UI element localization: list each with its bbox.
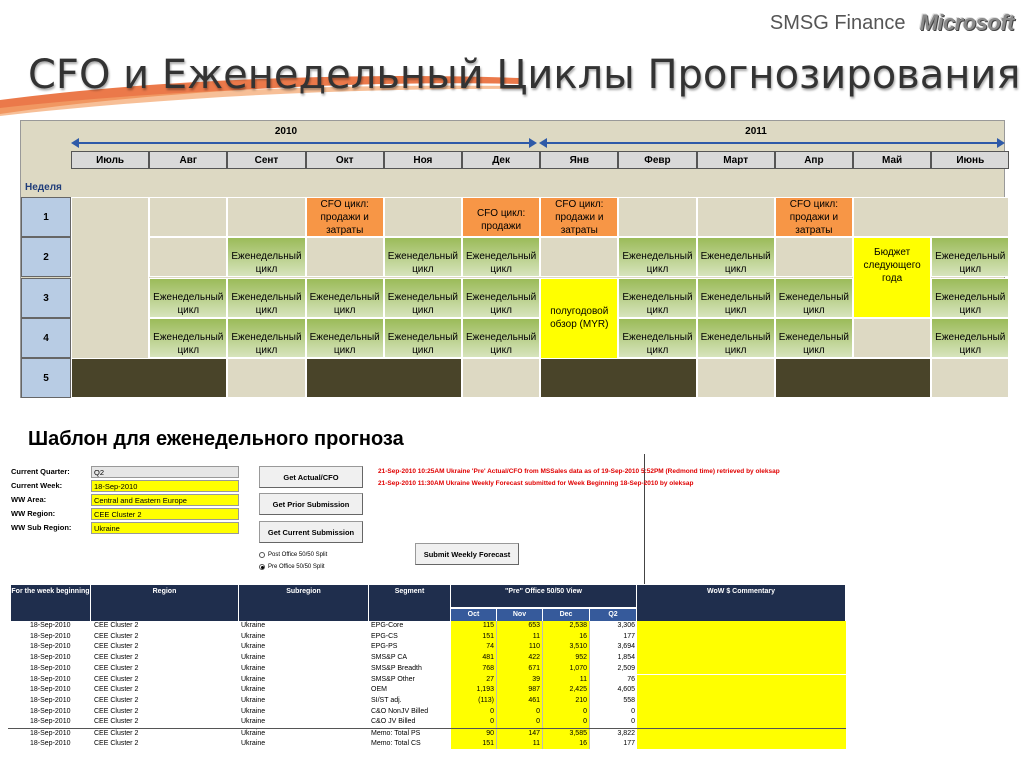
slide-title: CFO и Еженедельный Циклы Прогнозирования (28, 52, 1021, 98)
oct-value[interactable]: 74 (451, 642, 497, 653)
week-cell: 18-Sep-2010 (30, 675, 71, 683)
empty-cell (697, 197, 775, 237)
oct-value[interactable]: 481 (451, 653, 497, 664)
blocked-cell (775, 358, 931, 398)
segment-cell: C&O NonJV Billed (371, 707, 429, 715)
empty-cell (227, 358, 305, 398)
brand-text: SMSG Finance (769, 11, 906, 34)
q2-value: 4,605 (617, 686, 635, 694)
col-subheader-month: Oct (451, 609, 497, 621)
commentary-cell[interactable] (637, 707, 846, 718)
col-header-subregion: Subregion (239, 585, 369, 621)
subregion-cell: Ukraine (241, 654, 266, 662)
week-header-label: Неделя (25, 181, 62, 193)
month-header: Февр (618, 151, 696, 169)
q2-value: 3,822 (617, 730, 635, 737)
empty-cell (853, 318, 931, 358)
q2-value: 1,854 (617, 654, 635, 662)
year-2011: 2011 (745, 125, 767, 137)
week-cell: 18-Sep-2010 (30, 707, 71, 715)
col-header-week: For the week beginning (11, 585, 91, 621)
subregion-cell: Ukraine (241, 696, 266, 704)
col-subheader-month: Q2 (590, 609, 637, 621)
q2-value: 76 (627, 675, 635, 683)
pre-office-split-radio[interactable] (259, 564, 325, 570)
empty-cell (853, 197, 1009, 237)
week-number: 2 (21, 237, 71, 277)
empty-cell (384, 197, 462, 237)
subregion-cell: Ukraine (241, 686, 266, 694)
weekly-cycle-cell: Еженедельный цикл (306, 278, 384, 318)
subregion-cell: Ukraine (241, 730, 266, 737)
ww-area-field[interactable]: Central and Eastern Europe (91, 494, 239, 506)
template-subtitle: Шаблон для еженедельного прогноза (28, 428, 404, 450)
dec-value[interactable]: 0 (543, 707, 590, 718)
budget-next-year-cell: Бюджет следующего года (853, 237, 931, 318)
week-cell: 18-Sep-2010 (30, 632, 71, 640)
month-header: Сент (227, 151, 305, 169)
region-cell: CEE Cluster 2 (94, 643, 139, 651)
col-header-region: Region (91, 585, 239, 621)
weekly-cycle-cell: Еженедельный цикл (697, 237, 775, 277)
week-number: 5 (21, 358, 71, 398)
segment-cell: EPG-Core (371, 622, 404, 629)
ww-sub-region-label: WW Sub Region: (11, 523, 72, 532)
empty-cell (931, 358, 1009, 398)
nov-value[interactable]: 0 (497, 707, 543, 718)
table-row (8, 653, 846, 664)
weekly-cycle-cell: Еженедельный цикл (697, 318, 775, 358)
week-cell: 18-Sep-2010 (30, 718, 71, 726)
empty-cell (775, 237, 853, 277)
empty-cell (71, 197, 149, 359)
q2-value: 3,306 (617, 622, 635, 629)
subregion-cell: Ukraine (241, 664, 266, 672)
dec-value[interactable]: 3,585 (543, 729, 590, 740)
weekly-cycle-cell: Еженедельный цикл (227, 318, 305, 358)
week-cell: 18-Sep-2010 (30, 664, 71, 672)
oct-value[interactable]: 27 (451, 675, 497, 686)
nov-value[interactable]: 422 (497, 653, 543, 664)
q2-value: 177 (623, 739, 635, 747)
week-cell: 18-Sep-2010 (30, 696, 71, 704)
q2-value: 2,509 (617, 664, 635, 672)
midyear-review-cell: полугодовой обзор (MYR) (540, 278, 618, 359)
weekly-cycle-cell: Еженедельный цикл (149, 278, 227, 318)
weekly-forecast-template (8, 454, 848, 768)
segment-cell: SMS&P CA (371, 654, 408, 662)
weekly-cycle-cell: Еженедельный цикл (931, 318, 1009, 358)
week-cell: 18-Sep-2010 (30, 739, 71, 747)
weekly-cycle-cell: Еженедельный цикл (384, 318, 462, 358)
commentary-cell[interactable] (637, 642, 846, 653)
oct-value[interactable]: 151 (451, 632, 497, 643)
month-header: Окт (306, 151, 384, 169)
year-2010: 2010 (274, 125, 298, 137)
oct-value[interactable]: 0 (451, 707, 497, 718)
commentary-cell[interactable] (637, 621, 846, 632)
table-row (8, 675, 846, 686)
commentary-cell[interactable] (637, 632, 846, 643)
get-prior-submission-button[interactable]: Get Prior Submission (259, 493, 363, 515)
table-row (8, 685, 846, 696)
weekly-cycle-cell: Еженедельный цикл (618, 237, 696, 277)
cfo-cycle-cell: CFO цикл: продажи (462, 197, 540, 237)
forecast-cycle-schedule (20, 120, 1005, 398)
microsoft-logo: Microsoft (919, 10, 1014, 35)
ww-sub-region-field[interactable]: Ukraine (91, 522, 239, 534)
weekly-cycle-cell: Еженедельный цикл (931, 278, 1009, 318)
month-header: Июль (71, 151, 149, 169)
segment-cell: OEM (371, 686, 387, 694)
table-row (8, 696, 846, 707)
header-brand (770, 10, 1014, 36)
table-row (8, 717, 846, 728)
segment-cell: SI/ST adj. (371, 696, 402, 704)
current-week-label: Current Week: (11, 481, 63, 490)
post-office-split-radio[interactable] (259, 552, 327, 558)
empty-cell (618, 197, 696, 237)
nov-value[interactable]: 110 (497, 642, 543, 653)
col-header-commentary: WoW $ Commentary (637, 585, 846, 621)
dec-value[interactable]: 210 (543, 696, 590, 707)
nov-value[interactable]: 653 (497, 621, 543, 632)
region-cell: CEE Cluster 2 (94, 622, 139, 629)
nov-value[interactable]: 147 (497, 729, 543, 740)
dec-value[interactable]: 16 (543, 739, 590, 750)
nov-value[interactable]: 11 (497, 739, 543, 750)
commentary-cell[interactable] (637, 675, 846, 686)
get-actual-cfo-button[interactable]: Get Actual/CFO (259, 466, 363, 488)
oct-value[interactable]: (113) (451, 696, 497, 707)
col-header-view: "Pre" Office 50/50 View (451, 585, 637, 607)
weekly-cycle-cell: Еженедельный цикл (931, 237, 1009, 277)
get-current-submission-button[interactable]: Get Current Submission (259, 521, 363, 543)
blocked-cell (540, 358, 696, 398)
segment-cell: SMS&P Breadth (371, 664, 422, 672)
weekly-cycle-cell: Еженедельный цикл (384, 237, 462, 277)
weekly-cycle-cell: Еженедельный цикл (462, 318, 540, 358)
nov-value[interactable]: 461 (497, 696, 543, 707)
month-header: Май (853, 151, 931, 169)
week-cell: 18-Sep-2010 (30, 643, 71, 651)
month-header: Апр (775, 151, 853, 169)
current-quarter-label: Current Quarter: (11, 467, 70, 476)
blocked-cell (306, 358, 462, 398)
oct-value[interactable]: 151 (451, 739, 497, 750)
cfo-cycle-cell: CFO цикл: продажи и затраты (775, 197, 853, 237)
nov-value[interactable]: 987 (497, 685, 543, 696)
subregion-cell: Ukraine (241, 718, 266, 726)
segment-cell: Memo: Total CS (371, 739, 421, 747)
radio-label: Post Office 50/50 Split (268, 552, 328, 558)
region-cell: CEE Cluster 2 (94, 718, 139, 726)
empty-cell (540, 237, 618, 277)
q2-value: 177 (623, 632, 635, 640)
month-header: Ноя (384, 151, 462, 169)
commentary-cell[interactable] (637, 739, 846, 750)
ww-region-field[interactable]: CEE Cluster 2 (91, 508, 239, 520)
week-number: 1 (21, 197, 71, 237)
q2-value: 3,694 (617, 643, 635, 651)
weekly-cycle-cell: Еженедельный цикл (227, 237, 305, 277)
month-header: Март (697, 151, 775, 169)
col-subheader-month: Dec (543, 609, 590, 621)
subregion-cell: Ukraine (241, 675, 266, 683)
subregion-cell: Ukraine (241, 739, 266, 747)
q2-value: 558 (623, 696, 635, 704)
segment-cell: EPG-CS (371, 632, 398, 640)
weekly-cycle-cell: Еженедельный цикл (384, 278, 462, 318)
month-header: Дек (462, 151, 540, 169)
radio-button-icon (259, 564, 265, 570)
region-cell: CEE Cluster 2 (94, 675, 139, 683)
weekly-cycle-cell: Еженедельный цикл (462, 237, 540, 277)
oct-value[interactable]: 90 (451, 729, 497, 740)
weekly-cycle-cell: Еженедельный цикл (697, 278, 775, 318)
blocked-cell (71, 358, 227, 398)
cfo-cycle-cell: CFO цикл: продажи и затраты (540, 197, 618, 237)
segment-cell: Memo: Total PS (371, 730, 421, 737)
segment-cell: EPG-PS (371, 643, 398, 651)
nov-value[interactable]: 671 (497, 664, 543, 675)
weekly-cycle-cell: Еженедельный цикл (227, 278, 305, 318)
ww-area-label: WW Area: (11, 495, 47, 504)
col-header-segment: Segment (369, 585, 451, 621)
status-message: 21-Sep-2010 11:30AM Ukraine Weekly Forecast submitted for Week Beginning 18-Sep-2010 by oleksap (378, 480, 694, 487)
region-cell: CEE Cluster 2 (94, 707, 139, 715)
weekly-cycle-cell: Еженедельный цикл (462, 278, 540, 318)
dec-value[interactable]: 0 (543, 717, 590, 728)
empty-cell (149, 237, 227, 277)
dec-value[interactable]: 952 (543, 653, 590, 664)
nov-value[interactable]: 39 (497, 675, 543, 686)
region-cell: CEE Cluster 2 (94, 654, 139, 662)
week-cell: 18-Sep-2010 (30, 730, 71, 737)
week-number: 3 (21, 278, 71, 318)
weekly-cycle-cell: Еженедельный цикл (618, 318, 696, 358)
empty-cell (306, 237, 384, 277)
empty-cell (227, 197, 305, 237)
dec-value[interactable]: 16 (543, 632, 590, 643)
week-cell: 18-Sep-2010 (30, 654, 71, 662)
month-header: Июнь (931, 151, 1009, 169)
weekly-cycle-cell: Еженедельный цикл (775, 318, 853, 358)
week-number: 4 (21, 318, 71, 358)
cfo-cycle-cell: CFO цикл: продажи и затраты (306, 197, 384, 237)
empty-cell (149, 197, 227, 237)
table-row (8, 642, 846, 653)
current-week-field[interactable]: 18-Sep-2010 (91, 480, 239, 492)
subregion-cell: Ukraine (241, 643, 266, 651)
commentary-cell[interactable] (637, 696, 846, 707)
region-cell: CEE Cluster 2 (94, 730, 139, 737)
dec-value[interactable]: 3,510 (543, 642, 590, 653)
segment-cell: C&O JV Billed (371, 718, 416, 726)
week-cell: 18-Sep-2010 (30, 622, 71, 629)
dec-value[interactable]: 1,070 (543, 664, 590, 675)
dec-value[interactable]: 11 (543, 675, 590, 686)
subregion-cell: Ukraine (241, 707, 266, 715)
q2-value: 0 (631, 718, 635, 726)
region-cell: CEE Cluster 2 (94, 739, 139, 747)
q2-value: 0 (631, 707, 635, 715)
week-cell: 18-Sep-2010 (30, 686, 71, 694)
commentary-cell[interactable] (637, 717, 846, 728)
empty-cell (697, 358, 775, 398)
oct-value[interactable]: 115 (451, 621, 497, 632)
radio-label: Pre Office 50/50 Split (268, 564, 325, 570)
dec-value[interactable]: 2,538 (543, 621, 590, 632)
dec-value[interactable]: 2,425 (543, 685, 590, 696)
status-message: 21-Sep-2010 10:25AM Ukraine 'Pre' Actual/CFO from MSSales data as of 19-Sep-2010 5:52PM (Redmond time) retrieved by oleksap (378, 468, 780, 475)
current-quarter-field[interactable]: Q2 (91, 466, 239, 478)
commentary-cell[interactable] (637, 685, 846, 696)
table-row (8, 707, 846, 718)
commentary-cell[interactable] (637, 664, 846, 675)
weekly-cycle-cell: Еженедельный цикл (149, 318, 227, 358)
region-cell: CEE Cluster 2 (94, 686, 139, 694)
weekly-cycle-cell: Еженедельный цикл (618, 278, 696, 318)
subregion-cell: Ukraine (241, 622, 266, 629)
month-header: Янв (540, 151, 618, 169)
col-subheader-month: Nov (497, 609, 543, 621)
table-row (8, 621, 846, 632)
month-header: Авг (149, 151, 227, 169)
ww-region-label: WW Region: (11, 509, 56, 518)
empty-cell (462, 358, 540, 398)
nov-value[interactable]: 11 (497, 632, 543, 643)
submit-weekly-forecast-button[interactable]: Submit Weekly Forecast (415, 543, 519, 565)
table-row (8, 632, 846, 643)
nov-value[interactable]: 0 (497, 717, 543, 728)
oct-value[interactable]: 1,193 (451, 685, 497, 696)
region-cell: CEE Cluster 2 (94, 664, 139, 672)
region-cell: CEE Cluster 2 (94, 696, 139, 704)
weekly-cycle-cell: Еженедельный цикл (775, 278, 853, 318)
weekly-cycle-cell: Еженедельный цикл (306, 318, 384, 358)
region-cell: CEE Cluster 2 (94, 632, 139, 640)
subregion-cell: Ukraine (241, 632, 266, 640)
commentary-cell[interactable] (637, 653, 846, 664)
radio-button-icon (259, 552, 265, 558)
segment-cell: SMS&P Other (371, 675, 415, 683)
oct-value[interactable]: 0 (451, 717, 497, 728)
table-row (8, 739, 846, 750)
oct-value[interactable]: 768 (451, 664, 497, 675)
table-row (8, 664, 846, 675)
